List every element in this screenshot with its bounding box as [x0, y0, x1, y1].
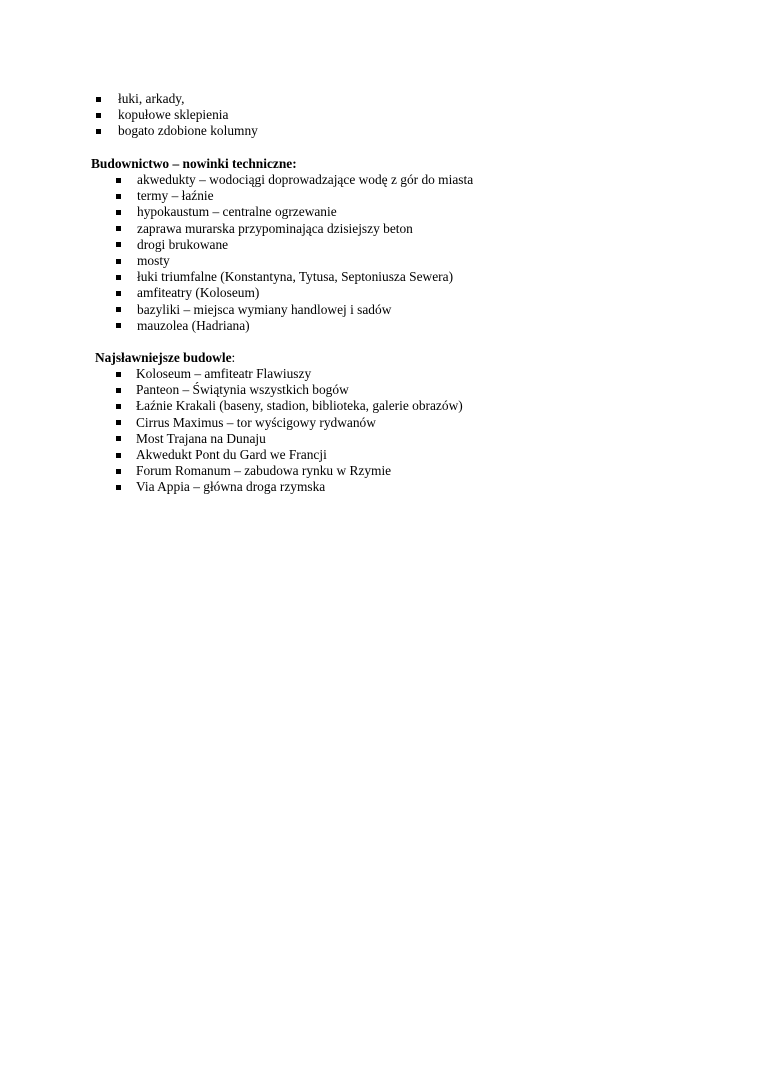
list-item — [136, 398, 463, 414]
square-bullet-icon — [116, 469, 121, 474]
list-item — [136, 479, 463, 495]
section-heading-colon: : — [231, 350, 236, 365]
list-item — [118, 91, 258, 107]
section-heading-famous-text: Najsławniejsze budowle — [95, 350, 232, 365]
list-item-text: bogato zdobione kolumny — [118, 123, 258, 139]
list-item-text: Koloseum – amfiteatr Flawiuszy — [136, 366, 312, 381]
list-item-text: Akwedukt Pont du Gard we Francji — [136, 446, 327, 462]
square-bullet-icon — [116, 453, 121, 458]
list-item — [136, 366, 463, 382]
section-heading-technical: Budownictwo – nowinki techniczne: — [91, 156, 297, 171]
list-item-text: łuki, arkady, — [118, 91, 185, 106]
square-bullet-icon — [116, 291, 121, 296]
list-item — [137, 253, 473, 269]
list-item — [137, 204, 473, 220]
list-item-text: drogi brukowane — [137, 236, 229, 252]
technical-list — [137, 172, 473, 334]
list-item — [137, 221, 473, 237]
square-bullet-icon — [96, 97, 101, 102]
list-item-text: hypokaustum – centralne ogrzewanie — [137, 204, 337, 220]
square-bullet-icon — [96, 113, 101, 118]
square-bullet-icon — [116, 388, 121, 393]
square-bullet-icon — [116, 194, 121, 199]
list-item — [136, 382, 463, 398]
list-item — [136, 463, 463, 479]
list-item-text: Łaźnie Krakali (baseny, stadion, biblioteka, galerie obrazów) — [136, 398, 463, 414]
list-item-text: łuki triumfalne (Konstantyna, Tytusa, Septoniusza Sewera) — [137, 269, 454, 285]
list-item-text: Panteon – Świątynia wszystkich bogów — [136, 382, 349, 398]
square-bullet-icon — [116, 485, 121, 490]
famous-buildings-list — [136, 366, 463, 496]
list-item — [137, 188, 473, 204]
square-bullet-icon — [116, 372, 121, 377]
list-item — [137, 318, 473, 334]
list-item — [136, 431, 463, 447]
list-item — [118, 107, 258, 123]
list-item-text: amfiteatry (Koloseum) — [137, 285, 260, 301]
square-bullet-icon — [116, 259, 121, 264]
square-bullet-icon — [116, 436, 121, 441]
list-item — [137, 172, 473, 188]
list-item-text: zaprawa murarska przypominająca dzisiejszy beton — [137, 220, 413, 236]
section-heading-famous — [95, 350, 235, 366]
square-bullet-icon — [116, 226, 121, 231]
list-item — [118, 123, 258, 139]
list-item-text: mauzolea (Hadriana) — [137, 317, 250, 333]
square-bullet-icon — [116, 404, 121, 409]
list-item-text: kopułowe sklepienia — [118, 107, 229, 123]
list-item-text: Forum Romanum – zabudowa rynku w Rzymie — [136, 463, 392, 479]
list-item — [137, 302, 473, 318]
square-bullet-icon — [116, 242, 121, 247]
square-bullet-icon — [116, 420, 121, 425]
list-item-text: Via Appia – główna droga rzymska — [136, 479, 326, 495]
intro-list — [118, 91, 258, 140]
square-bullet-icon — [96, 129, 101, 134]
square-bullet-icon — [116, 275, 121, 280]
list-item-text: akwedukty – wodociągi doprowadzające wodę z gór do miasta — [137, 172, 474, 187]
list-item — [136, 447, 463, 463]
list-item — [137, 237, 473, 253]
list-item-text: Most Trajana na Dunaju — [136, 430, 266, 446]
square-bullet-icon — [116, 210, 121, 215]
list-item — [137, 285, 473, 301]
square-bullet-icon — [116, 323, 121, 328]
square-bullet-icon — [116, 178, 121, 183]
list-item-text: bazyliki – miejsca wymiany handlowej i sadów — [137, 301, 392, 317]
square-bullet-icon — [116, 307, 121, 312]
list-item — [136, 415, 463, 431]
list-item — [137, 269, 473, 285]
list-item-text: termy – łaźnie — [137, 188, 214, 204]
list-item-text: mosty — [137, 252, 170, 268]
list-item-text: Cirrus Maximus – tor wyścigowy rydwanów — [136, 414, 376, 430]
